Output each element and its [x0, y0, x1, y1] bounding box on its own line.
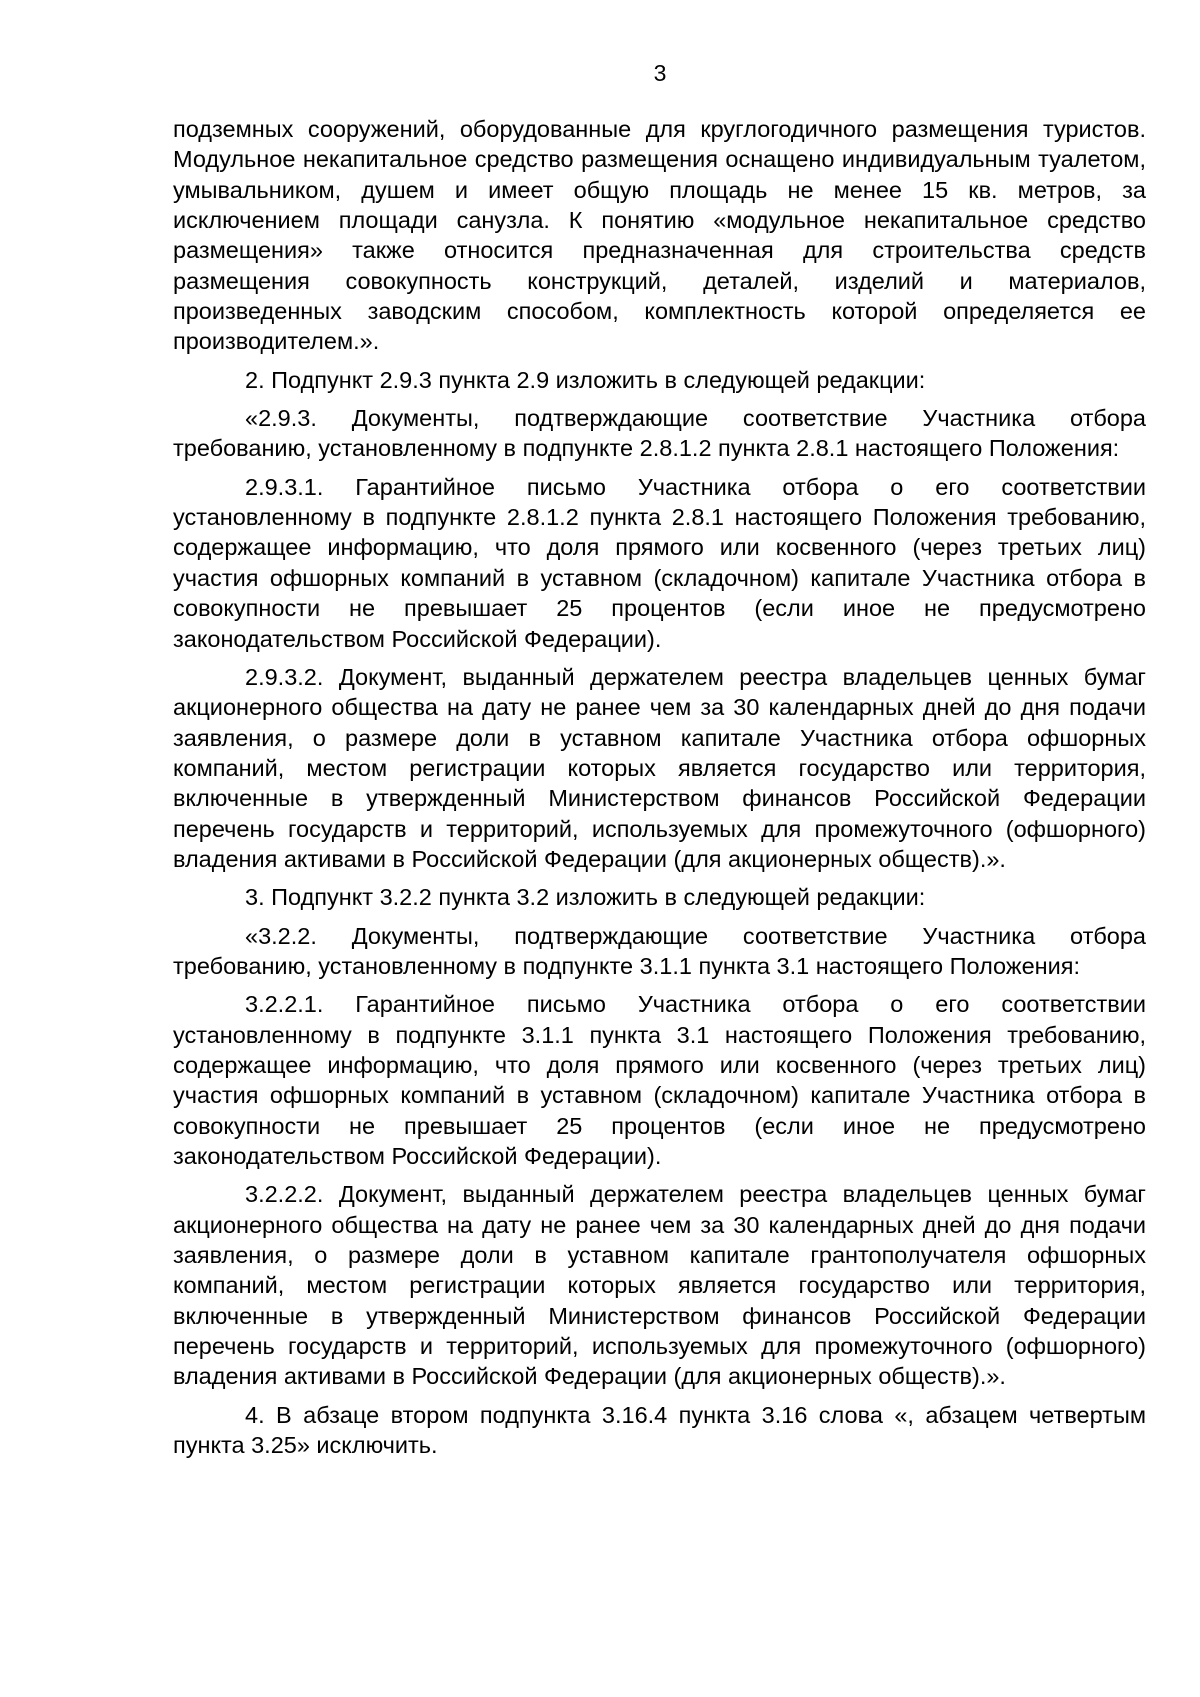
paragraph-item-4: 4. В абзаце втором подпункта 3.16.4 пункта 3.16 слова «, абзацем четвертым пункта 3.25» исключить.: [173, 1401, 1146, 1459]
paragraph-2-9-3: «2.9.3. Документы, подтверждающие соответствие Участника отбора требованию, установленному в подпункте 2.8.1.2 пункта 2.8.1 настоящего Положения:: [173, 405, 1146, 462]
paragraph-3-2-2-2: 3.2.2.2. Документ, выданный держателем реестра владельцев ценных бумаг акционерного общества на дату не ранее чем за 30 календарных дней до дня подачи заявления, о размере доли в уставном капитале грантополучателя офшорных компаний, местом регистрации которых является государство или территория, включенные в утвержденный Министерством финансов Российской Федерации перечень государств и территорий, используемых для промежуточного (офшорного) владения активами в Российской Федерации (для акционерных обществ).».: [173, 1181, 1146, 1390]
paragraph-continuation: подземных сооружений, оборудованные для круглогодичного размещения туристов. Модульное некапитальное средство размещения оснащено индивидуальным туалетом, умывальником, душем и имеет общую площадь не менее 15 кв. метров, за исключением площади санузла. К понятию «модульное некапитальное средство размещения» также относится предназначенная для строительства средств размещения совокупность конструкций, деталей, изделий и материалов, произведенных заводским способом, комплектность которой определяется ее производителем.».: [173, 116, 1146, 355]
page-number: 3: [653, 60, 667, 86]
document-body: [173, 114, 1146, 1468]
paragraph-2-9-3-2: 2.9.3.2. Документ, выданный держателем реестра владельцев ценных бумаг акционерного общества на дату не ранее чем за 30 календарных дней до дня подачи заявления, о размере доли в уставном капитале Участника отбора офшорных компаний, местом регистрации которых является государство или территория, включенные в утвержденный Министерством финансов Российской Федерации перечень государств и территорий, используемых для промежуточного (офшорного) владения активами в Российской Федерации (для акционерных обществ).».: [173, 663, 1146, 872]
paragraph-3-2-2-1: 3.2.2.1. Гарантийное письмо Участника отбора о его соответствии установленному в подпункте 3.1.1 пункта 3.1 настоящего Положения требованию, содержащее информацию, что доля прямого или косвенного (через третьих лиц) участия офшорных компаний в уставном (складочном) капитале Участника отбора в совокупности не превышает 25 процентов (если иное не предусмотрено законодательством Российской Федерации).: [173, 991, 1146, 1169]
paragraph-item-3: 3. Подпункт 3.2.2 пункта 3.2 изложить в следующей редакции:: [245, 884, 926, 911]
paragraph-item-2: 2. Подпункт 2.9.3 пункта 2.9 изложить в следующей редакции:: [245, 366, 926, 393]
paragraph-3-2-2: «3.2.2. Документы, подтверждающие соответствие Участника отбора требованию, установленному в подпункте 3.1.1 пункта 3.1 настоящего Положения:: [173, 922, 1146, 979]
paragraph-2-9-3-1: 2.9.3.1. Гарантийное письмо Участника отбора о его соответствии установленному в подпункте 2.8.1.2 пункта 2.8.1 настоящего Положения требованию, содержащее информацию, что доля прямого или косвенного (через третьих лиц) участия офшорных компаний в уставном (складочном) капитале Участника отбора в совокупности не превышает 25 процентов (если иное не предусмотрено законодательством Российской Федерации).: [173, 473, 1146, 652]
